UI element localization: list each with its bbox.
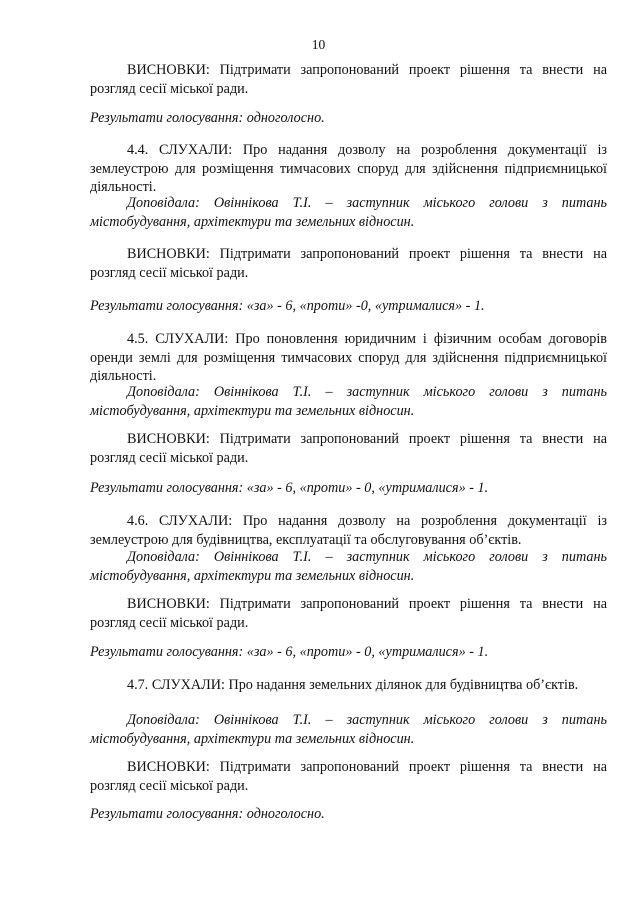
- conclusion-text: ВИСНОВКИ: Підтримати запропонований проект рішення та внести на розгляд сесії міської ради.: [90, 759, 607, 794]
- conclusion-text: ВИСНОВКИ: Підтримати запропонований проект рішення та внести на розгляд сесії міської ради.: [90, 62, 607, 97]
- section-4-4-heard: [90, 141, 607, 197]
- intro-conclusion-block: [90, 61, 607, 98]
- section-4-4-vote: [90, 297, 607, 316]
- reporter-text: Доповідала: Овіннікова Т.І. – заступник міського голови з питань містобудування, архітектури та земельних відносин.: [90, 712, 607, 747]
- heard-text: 4.5. СЛУХАЛИ: Про поновлення юридичним і фізичним особам договорів оренди землі для розміщення тимчасових споруд для здійснення підприємницької діяльності.: [90, 331, 607, 384]
- heard-text: 4.4. СЛУХАЛИ: Про надання дозволу на розроблення документації із землеустрою для розміщення тимчасових споруд для здійснення підприємницької діяльності.: [90, 142, 607, 195]
- conclusion-text: ВИСНОВКИ: Підтримати запропонований проект рішення та внести на розгляд сесії міської ради.: [90, 596, 607, 631]
- section-4-7-vote: [90, 805, 607, 824]
- section-4-4-conclusion: [90, 245, 607, 282]
- reporter-text: Доповідала: Овіннікова Т.І. – заступник міського голови з питань містобудування, архітектури та земельних відносин.: [90, 195, 607, 230]
- section-4-5-conclusion: [90, 430, 607, 467]
- section-4-7-heard: [90, 676, 607, 695]
- section-4-5-reporter: [90, 383, 607, 420]
- section-4-5-vote: [90, 479, 607, 498]
- section-4-4-reporter: [90, 194, 607, 231]
- section-4-6-heard: [90, 512, 607, 549]
- vote-result: Результати голосування: «за» - 6, «проти» -0, «утрималися» - 1.: [90, 298, 485, 314]
- section-4-6-conclusion: [90, 595, 607, 632]
- vote-result: Результати голосування: одноголосно.: [90, 110, 325, 126]
- conclusion-text: ВИСНОВКИ: Підтримати запропонований проект рішення та внести на розгляд сесії міської ради.: [90, 246, 607, 281]
- section-4-7-reporter: [90, 711, 607, 748]
- conclusion-text: ВИСНОВКИ: Підтримати запропонований проект рішення та внести на розгляд сесії міської ради.: [90, 431, 607, 466]
- section-4-6-vote: [90, 643, 607, 662]
- vote-result: Результати голосування: «за» - 6, «проти» - 0, «утрималися» - 1.: [90, 644, 489, 660]
- heard-text: 4.7. СЛУХАЛИ: Про надання земельних ділянок для будівництва об’єктів.: [127, 677, 579, 693]
- heard-text: 4.6. СЛУХАЛИ: Про надання дозволу на розроблення документації із землеустрою для будівництва, експлуатації та обслуговування об’єктів.: [90, 513, 607, 548]
- vote-result: Результати голосування: одноголосно.: [90, 806, 325, 822]
- reporter-text: Доповідала: Овіннікова Т.І. – заступник міського голови з питань містобудування, архітектури та земельних відносин.: [90, 549, 607, 584]
- page-number: 10: [311, 37, 326, 52]
- section-4-7-conclusion: [90, 758, 607, 795]
- intro-vote-block: [90, 109, 607, 128]
- section-4-6-reporter: [90, 548, 607, 585]
- reporter-text: Доповідала: Овіннікова Т.І. – заступник міського голови з питань містобудування, архітектури та земельних відносин.: [90, 384, 607, 419]
- vote-result: Результати голосування: «за» - 6, «проти» - 0, «утрималися» - 1.: [90, 480, 489, 496]
- section-4-5-heard: [90, 330, 607, 386]
